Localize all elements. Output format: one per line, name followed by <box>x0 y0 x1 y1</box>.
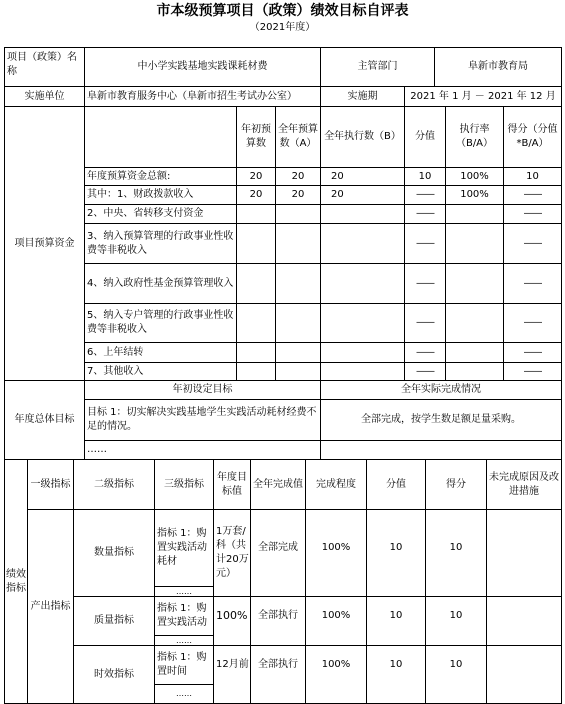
perf-target: 12月前 <box>216 659 249 670</box>
perf-level3-more: …… <box>176 587 192 596</box>
impl-value: 阜新市教育服务中心（阜新市招生考试办公室） <box>87 90 297 102</box>
project-name-label: 项目（政策）名称 <box>7 52 77 77</box>
perf-weight: 10 <box>389 659 403 670</box>
goals-set-header: 年初设定目标 <box>172 384 233 395</box>
perf-actual: 全部执行 <box>258 659 298 670</box>
budget-row-score: —— <box>523 189 542 200</box>
perf-weight: 10 <box>389 542 403 553</box>
perf-score: 10 <box>449 542 463 553</box>
budget-row-weight: —— <box>416 346 434 358</box>
document-subtitle: （2021年度） <box>249 22 316 33</box>
budget-row-label: 其中：1、财政拨款收入 <box>87 189 194 200</box>
budget-row-score: —— <box>523 317 542 328</box>
document-title: 市本级预算项目（政策）绩效目标自评表 <box>156 3 409 19</box>
budget-row-weight: —— <box>416 208 434 219</box>
budget-header-full-year: 全年预算数（A） <box>278 124 318 149</box>
budget-row-label: 4、纳入政府性基金预算管理收入 <box>87 277 234 289</box>
perf-level3: 指标 1：购置时间 <box>157 652 207 677</box>
perf-header-weight: 分值 <box>386 478 406 490</box>
budget-row-full: 20 <box>291 170 305 182</box>
budget-row-initial: 20 <box>249 189 263 200</box>
dept-value: 阜新市教育局 <box>468 61 528 72</box>
budget-row-score: —— <box>523 365 542 377</box>
budget-row-score: 10 <box>526 170 539 182</box>
perf-degree: 100% <box>321 610 351 621</box>
perf-header-target: 年度目标值 <box>217 471 247 497</box>
budget-row-full: 20 <box>291 189 305 200</box>
perf-target: 100% <box>216 609 248 622</box>
goals-section-label: 年度总体目标 <box>14 414 75 425</box>
perf-level3: 指标 1：购置实践活动耗材 <box>157 528 207 567</box>
perf-target: 1万套/科（共计20万元） <box>216 526 249 579</box>
budget-row-score: —— <box>523 346 542 358</box>
perf-header-score: 得分 <box>446 478 466 490</box>
period-label: 实施期 <box>347 90 378 102</box>
perf-header-actual: 全年完成值 <box>253 478 303 490</box>
perf-header-reason: 未完成原因及改进措施 <box>489 471 559 497</box>
budget-row-initial: 20 <box>249 170 263 182</box>
budget-header-executed: 全年执行数（B） <box>324 131 401 142</box>
budget-row-score: —— <box>523 237 542 249</box>
budget-section-label: 项目预算资金 <box>14 237 75 249</box>
budget-row-weight: —— <box>416 365 434 377</box>
budget-row-weight: —— <box>416 317 434 328</box>
perf-header-degree: 完成程度 <box>316 478 356 490</box>
perf-level2: 质量指标 <box>94 615 134 626</box>
budget-row-label: 6、上年结转 <box>87 346 144 358</box>
perf-actual: 全部执行 <box>258 610 298 621</box>
budget-row-weight: 10 <box>418 170 432 182</box>
budget-row-label: 3、纳入预算管理的行政事业性收费等非税收入 <box>87 230 234 256</box>
budget-header-exec-rate: 执行率（B/A） <box>455 124 494 149</box>
budget-row-label: 2、中央、省转移支付资金 <box>87 208 204 219</box>
perf-score: 10 <box>449 659 463 670</box>
goals-actual-header: 全年实际完成情况 <box>401 384 481 395</box>
budget-row-weight: —— <box>416 237 434 249</box>
goal-1-actual: 全部完成，按学生数足额足量采购。 <box>361 414 521 425</box>
budget-row-exec: 20 <box>331 170 344 182</box>
perf-level2: 数量指标 <box>94 547 134 558</box>
goals-more: …… <box>87 444 107 455</box>
budget-row-label: 年度预算资金总额: <box>87 170 171 182</box>
perf-section-label: 绩效指标 <box>6 568 26 594</box>
budget-row-rate: 100% <box>460 170 489 182</box>
perf-weight: 10 <box>389 610 403 621</box>
perf-header-level2: 二级指标 <box>94 478 134 490</box>
budget-header-weight: 分值 <box>415 131 435 142</box>
project-name-value: 中小学实践基地实践课耗材费 <box>137 61 268 72</box>
budget-row-weight: —— <box>416 189 434 200</box>
dept-label: 主管部门 <box>357 61 398 72</box>
budget-row-label: 5、纳入专户管理的行政事业性收费等非税收入 <box>87 310 234 335</box>
budget-row-score: —— <box>523 208 542 219</box>
budget-row-exec: 20 <box>331 189 344 200</box>
budget-row-weight: —— <box>416 277 434 289</box>
perf-output-label: 产出指标 <box>30 600 71 612</box>
period-value: 2021 年 1 月 － 2021 年 12 月 <box>410 90 556 102</box>
goal-1-text: 目标 1：切实解决实践基地学生实践活动耗材经费不足的情况。 <box>87 407 317 432</box>
perf-header-level1: 一级指标 <box>30 478 71 490</box>
perf-level3-more: …… <box>176 689 192 698</box>
impl-label: 实施单位 <box>24 90 65 102</box>
perf-level3: 指标 1：购置实践活动 <box>157 603 207 628</box>
budget-row-score: —— <box>523 277 542 289</box>
perf-level3-more: …… <box>176 636 192 645</box>
perf-level2: 时效指标 <box>94 668 134 680</box>
perf-score: 10 <box>449 610 463 621</box>
budget-row-rate: 100% <box>460 189 489 200</box>
perf-actual: 全部完成 <box>258 542 298 553</box>
perf-degree: 100% <box>321 659 351 670</box>
budget-header-initial: 年初预算数 <box>241 124 271 149</box>
perf-header-level3: 三级指标 <box>164 478 204 490</box>
perf-degree: 100% <box>321 542 351 553</box>
budget-header-score: 得分（分值*B/A） <box>507 124 558 149</box>
budget-row-label: 7、其他收入 <box>87 365 144 377</box>
